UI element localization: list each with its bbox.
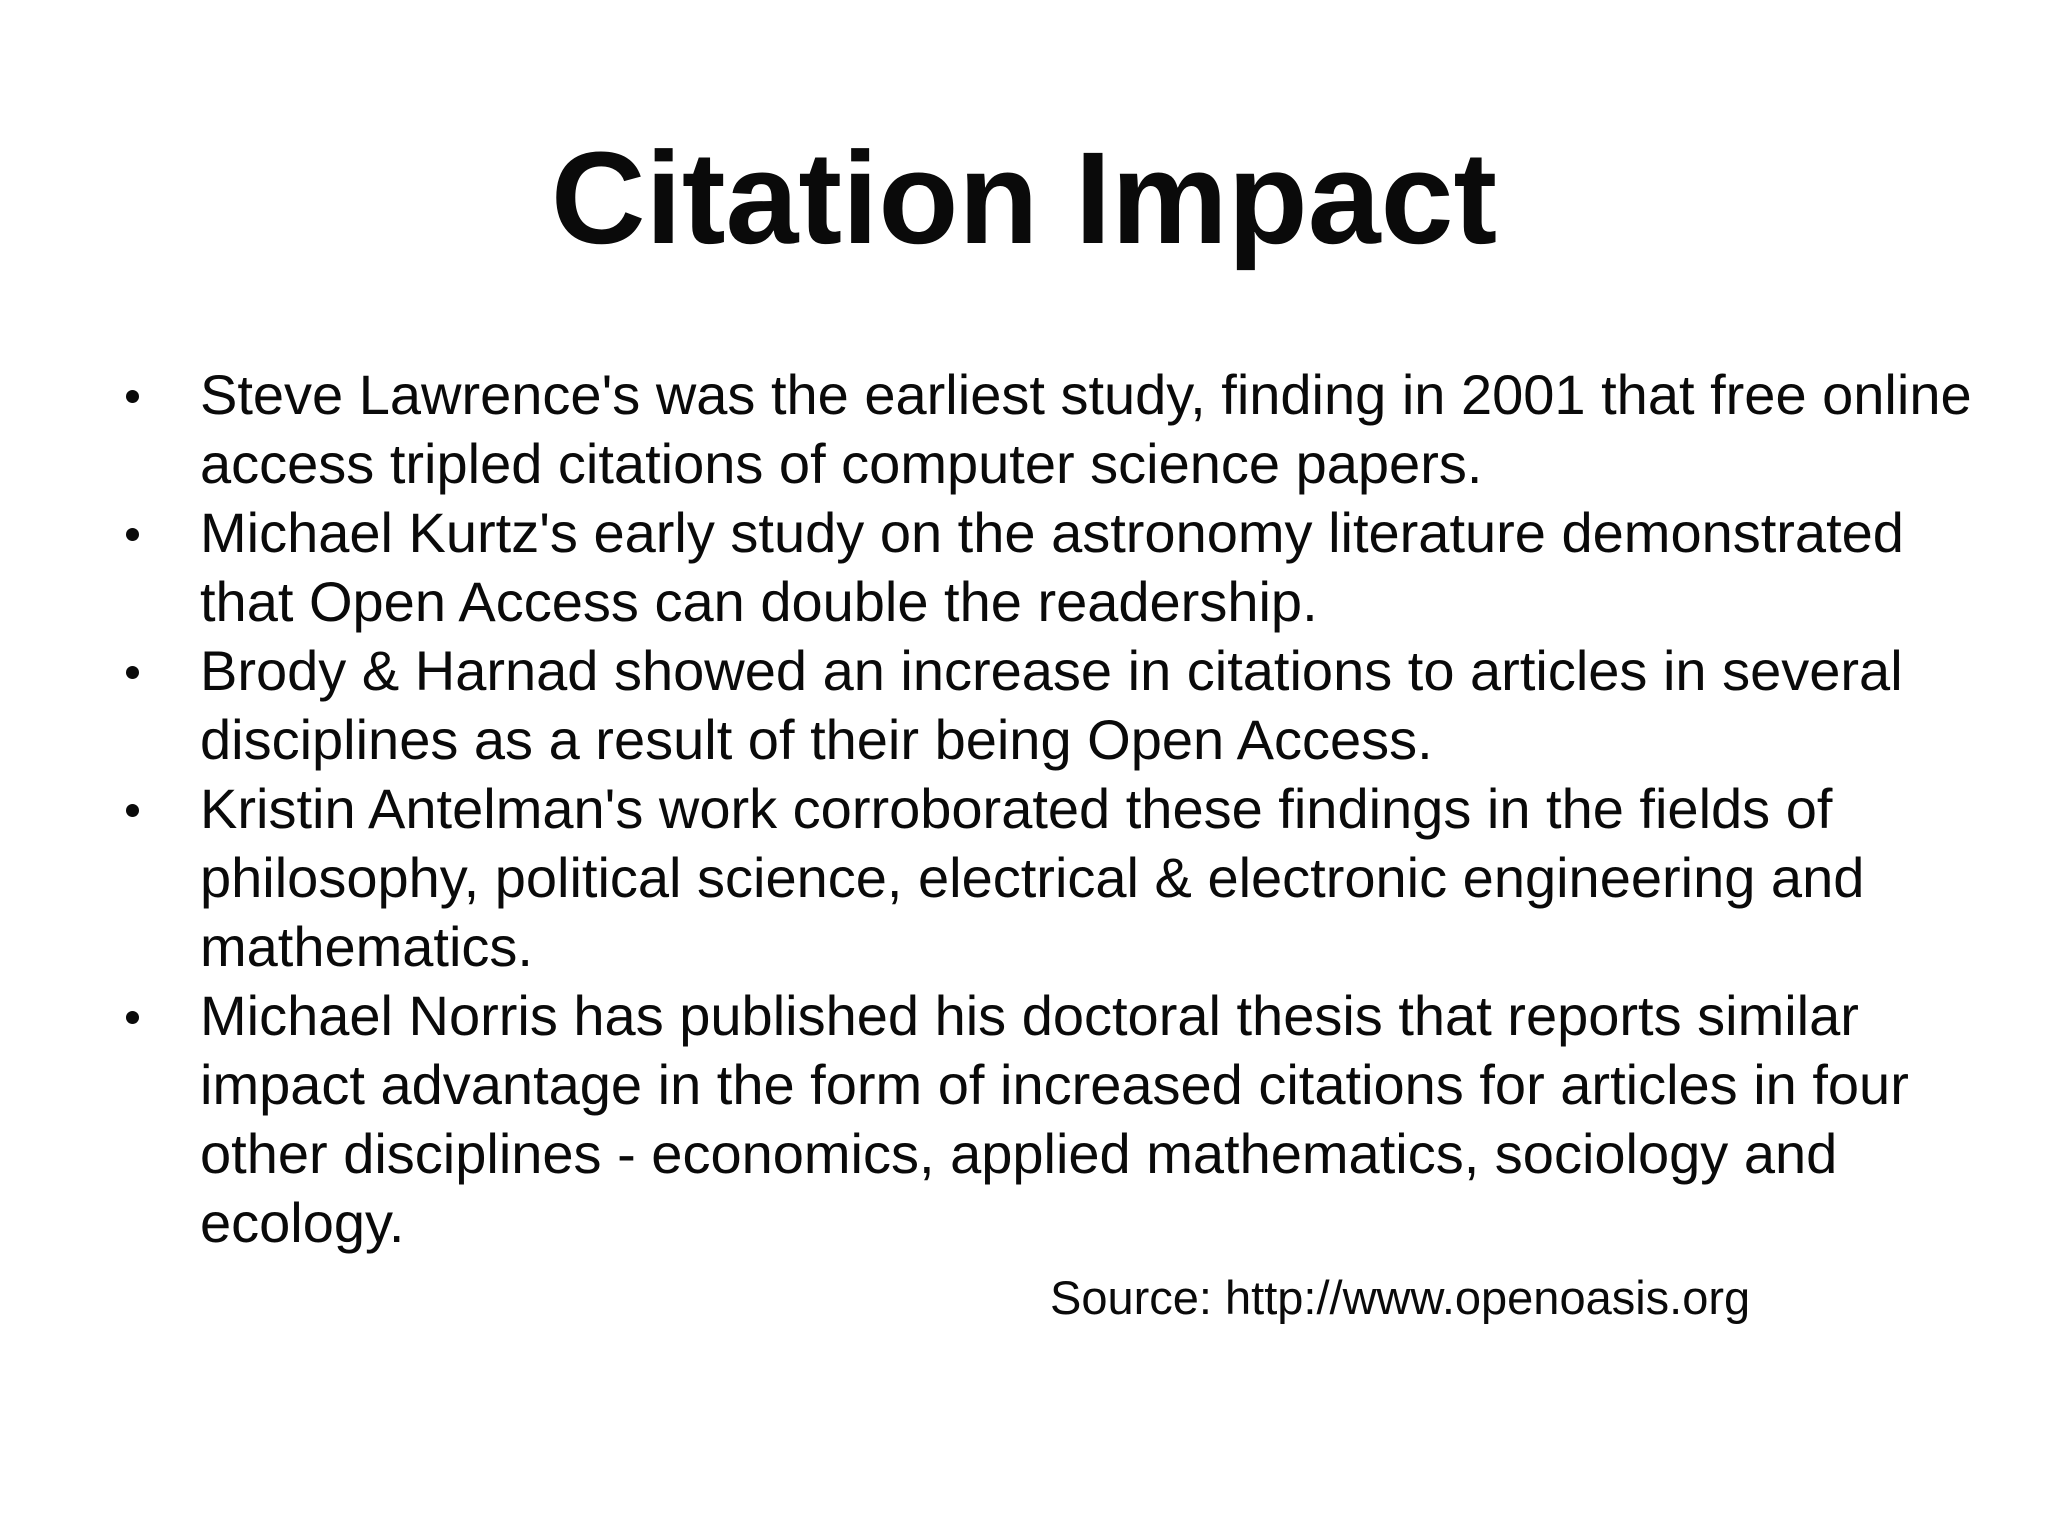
bullet-text: Steve Lawrence's was the earliest study, finding in 2001 that free online access tripled citations of computer science papers. [200, 363, 1972, 495]
bullet-list [200, 360, 1980, 1257]
bullet-text: Brody & Harnad showed an increase in citations to articles in several disciplines as a result of their being Open Access. [200, 639, 1903, 771]
bullet-item [200, 498, 1980, 636]
bullet-dot-icon [126, 804, 139, 817]
source-citation: Source: http://www.openoasis.org [1050, 1271, 1751, 1324]
bullet-text: Michael Norris has published his doctoral thesis that reports similar impact advantage in the form of increased citations for articles in four other disciplines - economics, applied mathematics, sociology and ecology. [200, 984, 1909, 1254]
bullet-text: Michael Kurtz's early study on the astronomy literature demonstrated that Open Access can double the readership. [200, 501, 1904, 633]
bullet-dot-icon [126, 390, 139, 403]
bullet-item [200, 360, 1980, 498]
bullet-dot-icon [126, 1011, 139, 1024]
bullet-dot-icon [126, 666, 139, 679]
bullet-item [200, 636, 1980, 774]
bullet-text: Kristin Antelman's work corroborated these findings in the fields of philosophy, political science, electrical & electronic engineering and mathematics. [200, 777, 1865, 978]
bullet-dot-icon [126, 528, 139, 541]
bullet-item [200, 774, 1980, 981]
bullet-item [200, 981, 1980, 1257]
slide-title: Citation Impact [550, 124, 1498, 271]
